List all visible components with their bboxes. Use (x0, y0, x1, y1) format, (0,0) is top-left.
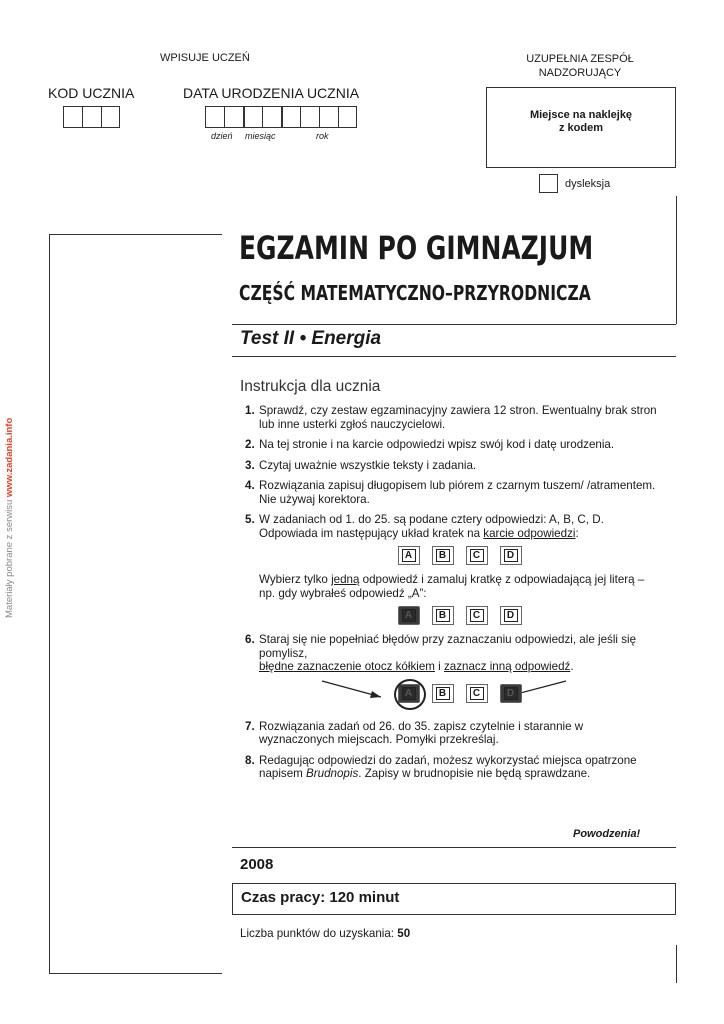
frame-top-left (49, 234, 222, 235)
day-label: dzień (211, 131, 233, 141)
source-sidebar: Materiały pobrane z serwisu www.zadania.info (4, 417, 15, 618)
answer-box-b: B (432, 546, 454, 565)
student-code-label: KOD UCZNIA (48, 85, 135, 101)
instruction-item: 3. Czytaj uważnie wszystkie teksty i zadania. (245, 458, 477, 472)
select-instruction: Wybierz tylko jedną odpowiedź i zamaluj kratkę z odpowiadającą jej literą – np. gdy wybrałeś odpowiedź „A”: (259, 573, 645, 600)
correction-example (259, 680, 660, 710)
sticker-area: Miejsce na naklejkę z kodem (486, 87, 676, 168)
time-box: Czas pracy: 120 minut (232, 883, 676, 915)
instruction-item: 2. Na tej stronie i na karcie odpowiedzi wpisz swój kod i datę urodzenia. (245, 438, 615, 451)
team-fills-label: UZUPEŁNIA ZESPÓŁ NADZORUJĄCY (526, 53, 634, 79)
student-code-boxes[interactable] (63, 106, 120, 128)
frame-bottom-left (49, 973, 222, 974)
answer-box-d: D (500, 546, 522, 565)
month-label: miesiąc (245, 131, 276, 141)
answer-box-a: A (398, 546, 420, 565)
answer-box-d: D (500, 606, 522, 625)
dyslexia-label: dysleksja (565, 178, 611, 190)
dyslexia-checkbox[interactable] (539, 174, 558, 193)
instruction-item: 7. Rozwiązania zadań od 26. do 35. zapisz czytelnie i starannie w wyznaczonych miejscach. Pomyłki przekreślaj. (245, 719, 584, 746)
answer-box-d-filled: D (500, 684, 522, 703)
answer-box-c: C (466, 684, 488, 703)
good-luck: Powodzenia! (573, 828, 641, 840)
footer-divider-top (232, 847, 676, 848)
birth-date-boxes[interactable] (205, 106, 357, 128)
answer-box-b: B (432, 684, 454, 703)
test-divider (232, 356, 676, 357)
answer-box-a-circled: A (398, 684, 420, 703)
instruction-item: 8. Redagując odpowiedzi do zadań, możesz wykorzystać miejsca opatrzone napisem Brudnopis. Zapisy w brudnopisie nie będą sprawdzane. (245, 753, 637, 780)
year-label: rok (316, 131, 329, 141)
answer-grid-example (259, 546, 660, 565)
frame-right-top (676, 196, 677, 324)
answer-box-b: B (432, 606, 454, 625)
instruction-item: 6. Staraj się nie popełniać błędów przy zaznaczaniu odpowiedzi, ale jeśli się pomylisz, błędne zaznaczenie otocz kółkiem i zaznacz inną odpowiedź. A B C D (240, 633, 660, 710)
instruction-item: 4. Rozwiązania zapisuj długopisem lub piórem z czarnym tuszem/ /atramentem. Nie używaj korektora. (245, 479, 656, 506)
instruction-item: 1. Sprawdź, czy zestaw egzaminacyjny zawiera 12 stron. Ewentualny brak stron lub inne usterki zgłoś nauczycielowi. (245, 404, 657, 431)
title-divider (232, 324, 676, 325)
answer-box-c: C (466, 546, 488, 565)
frame-right-bottom (676, 945, 677, 983)
answer-grid-filled-example (259, 606, 660, 625)
answer-box-a-filled: A (398, 606, 420, 625)
exam-year: 2008 (240, 856, 274, 873)
test-name: Test II • Energia (240, 328, 382, 349)
instruction-item: 5. W zadaniach od 1. do 25. są podane cztery odpowiedzi: A, B, C, D. Odpowiada im następujący układ kratek na karcie odpowiedzi: A B C D Wybierz tylko jedną odpowiedź i zamaluj kratkę z odpowiadającą jej literą – np. gdy wybrałeś odpowiedź „A”: A B C D (240, 513, 660, 625)
student-fills-label: WPISUJE UCZEŃ (160, 52, 250, 64)
instructions-heading: Instrukcja dla ucznia (240, 378, 381, 395)
frame-left (49, 234, 50, 974)
answer-box-c: C (466, 606, 488, 625)
points-info: Liczba punktów do uzyskania: 50 (240, 927, 411, 940)
exam-subtitle: CZĘŚĆ MATEMATYCZNO–PRZYRODNICZA (239, 281, 591, 305)
exam-title: EGZAMIN PO GIMNAZJUM (239, 229, 594, 267)
instructions-list (240, 404, 660, 788)
birth-date-label: DATA URODZENIA UCZNIA (183, 85, 360, 101)
